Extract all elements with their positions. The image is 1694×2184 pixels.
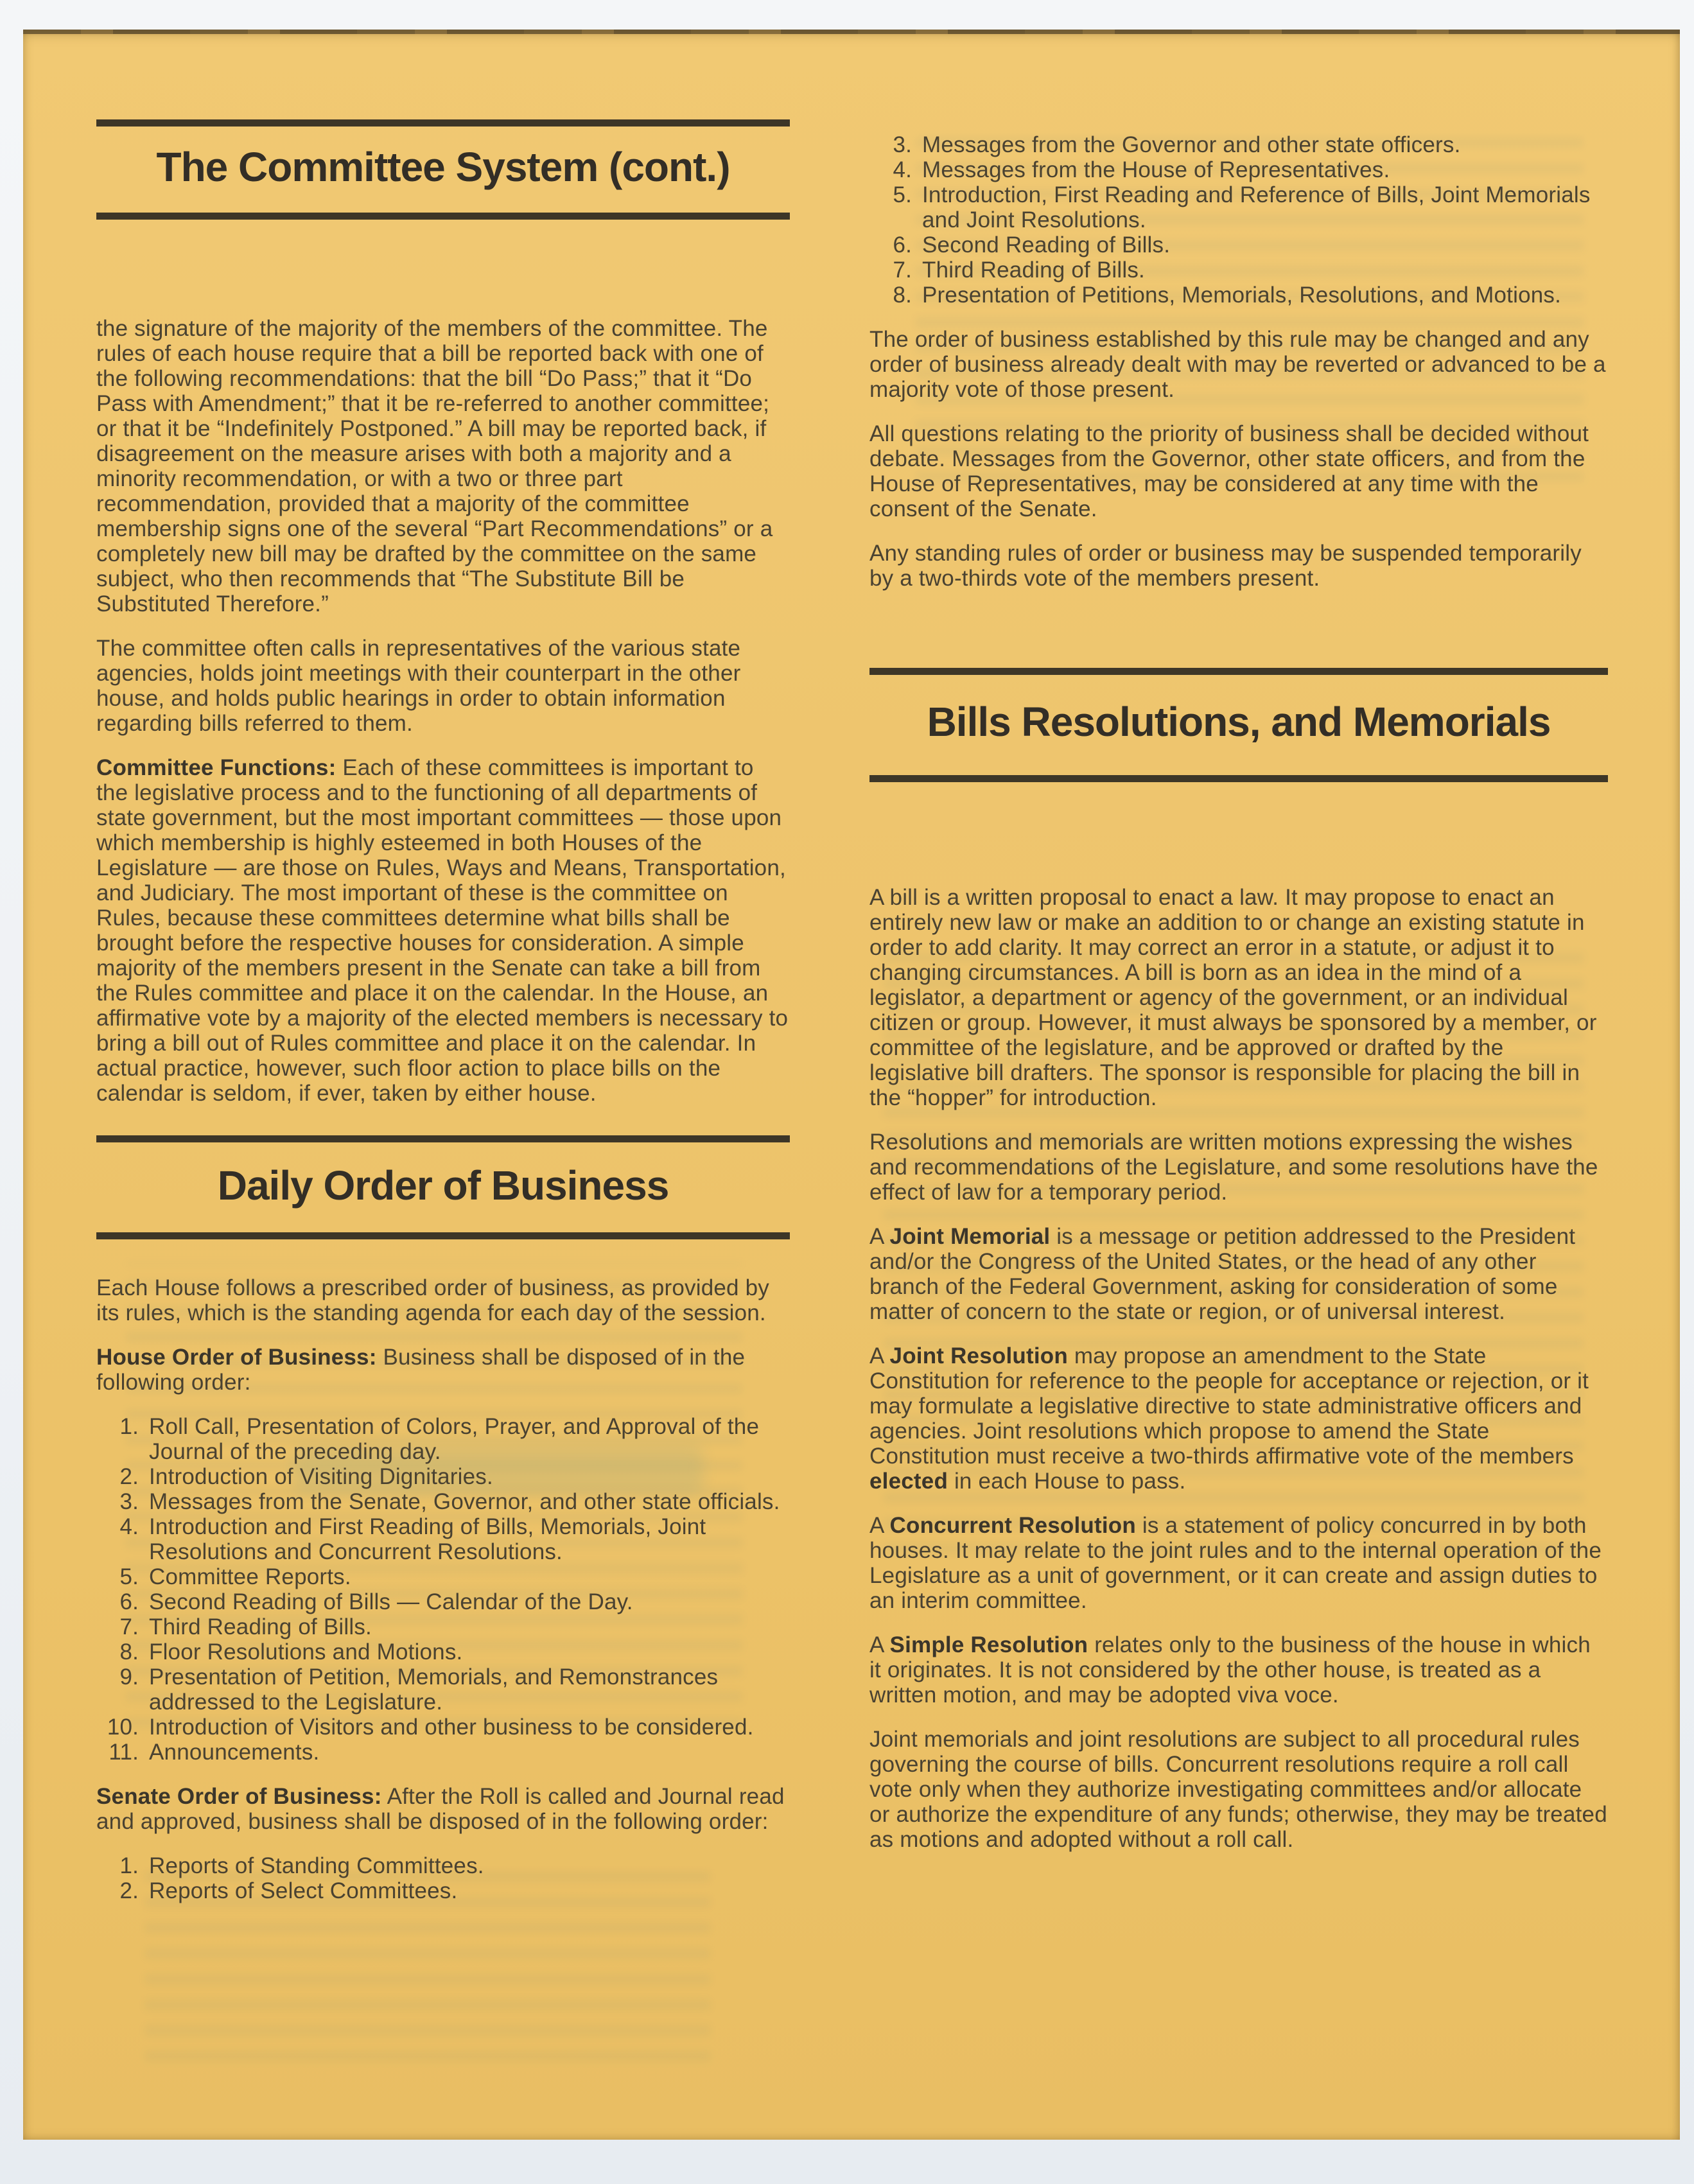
- list-item: 1. Reports of Standing Committees.: [145, 1853, 790, 1878]
- list-item: 9. Presentation of Petition, Memorials, and Remonstrances addressed to the Legislature.: [145, 1664, 790, 1715]
- body-text: Joint memorials and joint resolutions are subject to all procedural rules governing the course of bills. Concurrent resolutions require a roll call vote only when they authorize investigating committees and/or allocate or authorize the expenditure of any funds; otherwise, they may be treated as motions and adopted without a roll call.: [869, 1727, 1607, 1852]
- list-item: 6. Second Reading of Bills — Calendar of the Day.: [145, 1589, 790, 1614]
- list-item: 3. Messages from the Governor and other state officers.: [918, 132, 1608, 157]
- body-text: is a message or petition addressed to the President and/or the Congress of the United States, or the head of any other branch of the Federal Government, asking for consideration of some matter of concern to the state or region, or of universal interest.: [869, 1224, 1576, 1324]
- bold-text: elected: [869, 1469, 948, 1494]
- list-item: 10. Introduction of Visitors and other business to be considered.: [145, 1715, 790, 1740]
- body-text: The order of business established by this rule may be changed and any order of business already dealt with may be reverted or advanced to be a majority vote of those present.: [869, 327, 1606, 402]
- body-text: relates only to the business of the house in which it originates. It is not considered by the other house, is treated as a written motion, and may be adopted viva voce.: [869, 1632, 1591, 1708]
- paragraph-procedural-rules: [869, 1727, 1608, 1852]
- list-item: 4. Messages from the House of Representatives.: [918, 157, 1608, 182]
- paragraph-simple-resolution: [869, 1632, 1608, 1708]
- body-text: Resolutions and memorials are written motions expressing the wishes and recommendations of the Legislature, and some resolutions have the effect of law for a temporary period.: [869, 1130, 1598, 1205]
- body-text: in each House to pass.: [948, 1469, 1186, 1494]
- section-title: The Committee System (cont.): [156, 144, 730, 190]
- body-text: A bill is a written proposal to enact a law. It may propose to enact an entirely new law or make an addition to or change an existing statute in order to add clarity. It may correct an error in a statute, or adjust it to changing circumstances. A bill is born as an idea in the mind of a legislator, a department or agency of the government, or an individual citizen or group. However, it must always be sponsored by a member, or committee of the legislature, and be approved or drafted by the legislative bill drafters. The sponsor is responsible for placing the bill in the “hopper” for introduction.: [869, 885, 1597, 1110]
- body-text: All questions relating to the priority of business shall be decided without debate. Messages from the Governor, other state officers, and from the House of Representatives, may be considered at any time with the consent of the Senate.: [869, 421, 1589, 521]
- left-column: [96, 119, 790, 1923]
- list-item: 4. Introduction and First Reading of Bills, Memorials, Joint Resolutions and Concurrent Resolutions.: [145, 1514, 790, 1564]
- list-item: 8. Floor Resolutions and Motions.: [145, 1639, 790, 1664]
- list-item: 8. Presentation of Petitions, Memorials, Resolutions, and Motions.: [918, 283, 1608, 308]
- brochure-page: [23, 30, 1680, 2140]
- paragraph-house-order-lead: [96, 1345, 790, 1395]
- list-item: 7. Third Reading of Bills.: [918, 258, 1608, 283]
- bold-text: Senate Order of Business:: [96, 1784, 382, 1809]
- paragraph-prescribed-order: [96, 1275, 790, 1325]
- body-text: Each House follows a prescribed order of business, as provided by its rules, which is the standing agenda for each day of the session.: [96, 1275, 769, 1325]
- section-title: Daily Order of Business: [217, 1162, 669, 1209]
- section-header-daily-order: [96, 1135, 790, 1239]
- paragraph-committee-hearings: [96, 636, 790, 736]
- body-text: A: [869, 1343, 890, 1368]
- bold-text: Concurrent Resolution: [889, 1513, 1136, 1538]
- paragraph-rules-suspension: [869, 541, 1608, 591]
- paragraph-priority-questions: [869, 421, 1608, 521]
- paragraph-concurrent-resolution: [869, 1513, 1608, 1613]
- list-item: 5. Committee Reports.: [145, 1564, 790, 1589]
- body-text: After the Roll is called and Journal read and approved, business shall be disposed of in the following order:: [96, 1784, 785, 1834]
- paragraph-senate-order-lead: [96, 1784, 790, 1834]
- body-text: Each of these committees is important to the legislative process and to the functioning of all departments of state government, but the most important committees — those upon which membership is highly esteemed in both Houses of the Legislature — are those on Rules, Ways and Means, Transportation, and Judiciary. The most important of these is the committee on Rules, because these committees determine what bills shall be brought before the respective houses for consideration. A simple majority of the members present in the Senate can take a bill from the Rules committee and place it on the calendar. In the House, an affirmative vote by a majority of the elected members is necessary to bring a bill out of Rules committee and place it on the calendar. In actual practice, however, such floor action to place bills on the calendar is seldom, if ever, taken by either house.: [96, 755, 789, 1106]
- list-item: 3. Messages from the Senate, Governor, and other state officials.: [145, 1489, 790, 1514]
- paragraph-committee-functions: [96, 755, 790, 1106]
- bold-text: Joint Memorial: [889, 1224, 1051, 1249]
- paragraph-bill-definition: [869, 885, 1608, 1110]
- house-order-list: [96, 1414, 790, 1765]
- list-item: 2. Reports of Select Committees.: [145, 1878, 790, 1903]
- section-header-bills-resolutions: [869, 668, 1608, 782]
- paragraph-order-may-change: [869, 327, 1608, 402]
- paper-torn-edge: [23, 30, 1680, 34]
- right-column: [869, 132, 1608, 1871]
- list-item: 6. Second Reading of Bills.: [918, 232, 1608, 258]
- bold-text: Simple Resolution: [889, 1632, 1088, 1657]
- list-item: 2. Introduction of Visiting Dignitaries.: [145, 1464, 790, 1489]
- body-text: A: [869, 1513, 890, 1538]
- body-text: Business shall be disposed of in the following order:: [96, 1345, 746, 1395]
- body-text: may propose an amendment to the State Constitution for reference to the people for acceptance or rejection, or it may formulate a legislative directive to state administrative officers and agencies. Joint resolutions which propose to amend the State Constitution must receive a two-thirds affirmative vote of the members: [869, 1343, 1589, 1469]
- body-text: The committee often calls in representatives of the various state agencies, holds joint meetings with their counterpart in the other house, and holds public hearings in order to obtain information regarding bills referred to them.: [96, 636, 741, 736]
- section-header-committee-system: [96, 119, 790, 220]
- list-item: 1. Roll Call, Presentation of Colors, Prayer, and Approval of the Journal of the preceding day.: [145, 1414, 790, 1464]
- senate-order-list: [96, 1853, 790, 1903]
- section-title: Bills Resolutions, and Memorials: [927, 699, 1551, 745]
- list-item: 7. Third Reading of Bills.: [145, 1614, 790, 1639]
- paragraph-joint-memorial: [869, 1224, 1608, 1324]
- paragraph-resolutions-memorials: [869, 1130, 1608, 1205]
- body-text: A: [869, 1632, 890, 1657]
- body-text: is a statement of policy concurred in by both houses. It may relate to the joint rules and to the internal operation of the Legislature as a unit of government, or it can create and assign duties to an interim committee.: [869, 1513, 1602, 1613]
- body-text: A: [869, 1224, 890, 1249]
- body-text: Any standing rules of order or business may be suspended temporarily by a two-thirds vote of the members present.: [869, 541, 1582, 591]
- bold-text: Committee Functions:: [96, 755, 336, 780]
- paragraph-bill-report-rules: [96, 316, 790, 616]
- body-text: the signature of the majority of the members of the committee. The rules of each house require that a bill be reported back with one of the following recommendations: that the bill “Do Pass;” that it “Do Pass with Amendment;” that it be re-referred to another committee; or that it be “Indefinitely Postponed.” A bill may be reported back, if disagreement on the measure arises with both a majority and a minority recommendation, or with a two or three part recommendation, provided that a majority of the committee membership signs one of the several “Part Recommendations” or a completely new bill may be drafted by the committee on the same subject, who then recommends that “The Substitute Bill be Substituted Therefore.”: [96, 316, 773, 616]
- bold-text: Joint Resolution: [889, 1343, 1068, 1368]
- bold-text: House Order of Business:: [96, 1345, 377, 1370]
- list-item: 5. Introduction, First Reading and Reference of Bills, Joint Memorials and Joint Resolutions.: [918, 182, 1608, 232]
- list-item: 11. Announcements.: [145, 1740, 790, 1765]
- paragraph-joint-resolution: [869, 1343, 1608, 1494]
- senate-order-continued-list: [869, 132, 1608, 308]
